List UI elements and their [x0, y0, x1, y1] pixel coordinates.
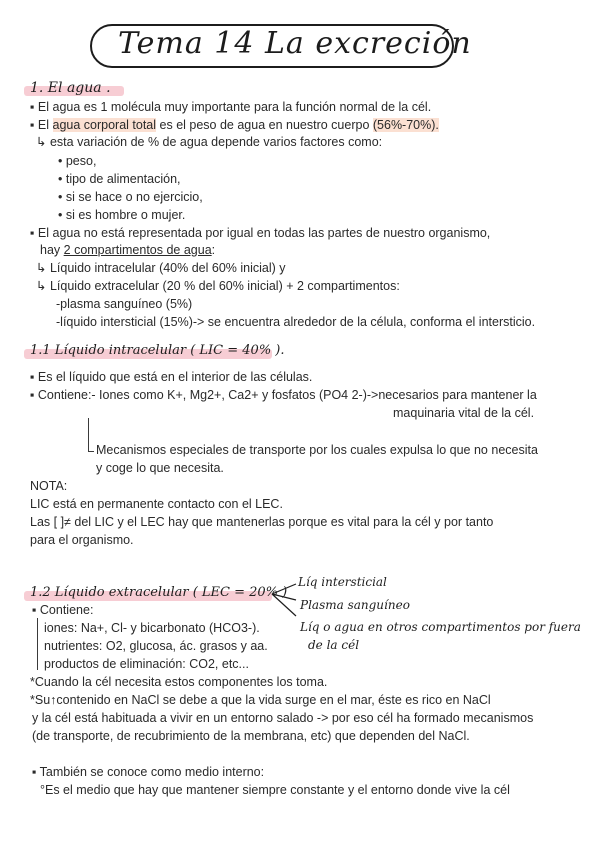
s12-bullet-medio-interno: ▪ También se conoce como medio interno:	[32, 765, 265, 779]
bracket-line	[37, 618, 38, 670]
up-arrow-icon: ↑	[50, 693, 57, 707]
s1-sub-arrow-line: ↳ esta variación de % de agua depende varios factores como:	[36, 135, 383, 149]
side-note-otros-1: Líq o agua en otros compartimentos por fuera	[300, 620, 581, 634]
return-arrow-icon: ↳	[36, 261, 47, 275]
s12-para-1: *Cuando la cél necesita estos componentes los toma.	[30, 675, 328, 689]
intersticial-item: -líquido intersticial (15%)-> se encuentra alrededor de la célula, conforma el intersticio.	[56, 315, 536, 329]
side-note-intersticial: Líq intersticial	[298, 575, 387, 589]
factor-item: • peso,	[58, 154, 97, 168]
contiene-label: ▪ Contiene:	[32, 603, 94, 617]
compartment-extracelular: ↳ Líquido extracelular (20 % del 60% inicial) + 2 compartimentos:	[36, 279, 400, 293]
nutrient-item: nutrientes: O2, glucosa, ác. grasos y aa.	[44, 639, 268, 653]
s11-bullet-2-cont: maquinaria vital de la cél.	[393, 406, 535, 420]
waste-item: productos de eliminación: CO2, etc...	[44, 657, 249, 671]
highlight-percentage: (56%-70%).	[372, 118, 439, 132]
section-1-1-heading: 1.1 Líquido intracelular ( LIC = 40% ).	[30, 343, 285, 358]
underlined-compartimentos: 2 compartimentos de agua	[63, 243, 212, 257]
s11-bullet-2: ▪ Contiene:- Iones como K+, Mg2+, Ca2+ y fosfatos (PO4 2-)->necesarios para mantener la	[30, 388, 537, 402]
mechanism-text-1: Mecanismos especiales de transporte por los cuales expulsa lo que no necesita	[96, 443, 538, 457]
branch-arrows-icon	[270, 580, 300, 620]
return-arrow-icon: ↳	[36, 135, 47, 149]
factor-item: • tipo de alimentación,	[58, 172, 181, 186]
s12-medio-interno-def: °Es el medio que hay que mantener siempre constante y el entorno donde vive la cél	[40, 783, 510, 797]
note-label: NOTA:	[30, 479, 68, 493]
s1-bullet-2: ▪ El agua corporal total es el peso de agua en nuestro cuerpo (56%-70%).	[30, 118, 439, 132]
side-note-plasma: Plasma sanguíneo	[300, 598, 410, 612]
bracket-line	[88, 451, 94, 452]
note-line-3: para el organismo.	[30, 533, 134, 547]
s12-para-2: *Su↑contenido en NaCl se debe a que la vida surge en el mar, éste es rico en NaCl	[30, 693, 491, 707]
note-line-1: LIC está en permanente contacto con el LEC.	[30, 497, 283, 511]
mechanism-text-2: y coge lo que necesita.	[96, 461, 224, 475]
factor-item: • si se hace o no ejercicio,	[58, 190, 203, 204]
s1-bullet-1: ▪ El agua es 1 molécula muy importante para la función normal de la cél.	[30, 100, 432, 114]
ion-item: iones: Na+, Cl- y bicarbonato (HCO3-).	[44, 621, 260, 635]
factor-item: • si es hombre o mujer.	[58, 208, 186, 222]
compartment-intracelular: ↳ Líquido intracelular (40% del 60% inicial) y	[36, 261, 286, 275]
s1-bullet-3: ▪ El agua no está representada por igual en todas las partes de nuestro organismo,	[30, 226, 491, 240]
s11-bullet-1: ▪ Es el líquido que está en el interior de las células.	[30, 370, 313, 384]
section-1-2-heading: 1.2 Líquido extracelular ( LEC = 20% )	[30, 585, 288, 600]
page-title: Tema 14 La excreción	[118, 26, 472, 61]
s12-para-3: y la cél está habituada a vivir en un entorno salado -> por eso cél ha formado mecanismos	[32, 711, 534, 725]
s1-bullet-3-cont: hay 2 compartimentos de agua:	[40, 243, 216, 257]
side-note-otros-2: de la cél	[308, 638, 360, 652]
return-arrow-icon: ↳	[36, 279, 47, 293]
bracket-line	[88, 418, 89, 452]
highlight-agua-corporal: agua corporal total	[52, 118, 157, 132]
s12-para-4: (de transporte, de recubrimiento de la membrana, etc) que dependen del NaCl.	[32, 729, 470, 743]
section-1-heading: 1. El agua .	[30, 80, 111, 96]
plasma-item: -plasma sanguíneo (5%)	[56, 297, 193, 311]
note-line-2: Las [ ]≠ del LIC y el LEC hay que mantenerlas porque es vital para la cél y por tanto	[30, 515, 494, 529]
